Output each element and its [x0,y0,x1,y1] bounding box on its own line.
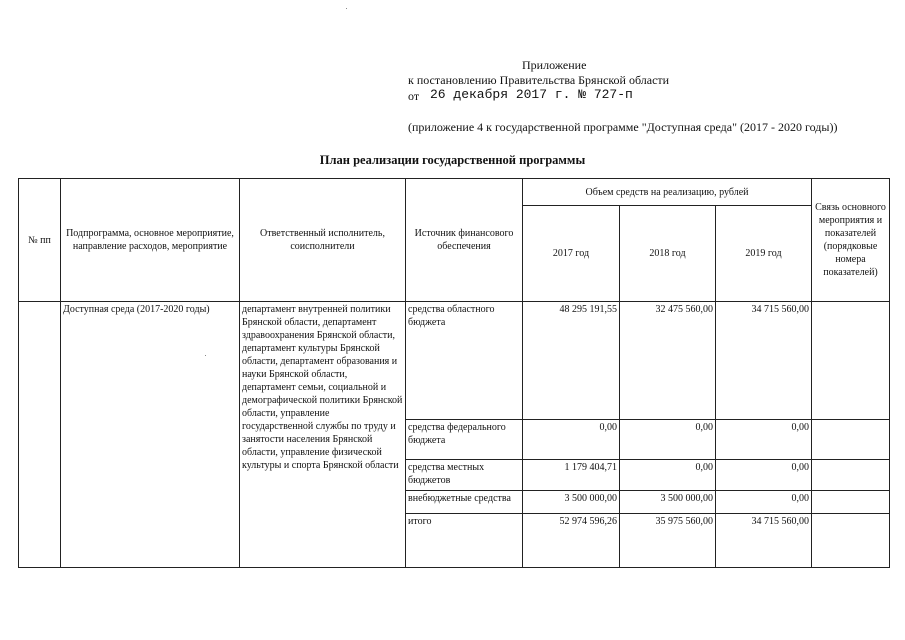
value-2018-cell: 3 500 000,00 [620,491,716,514]
row-num-cell [19,302,61,568]
value-2019-cell: 0,00 [716,460,812,491]
header-program-reference: (приложение 4 к государственной программе "Доступная среда" (2017 - 2020 годы)) [408,120,838,134]
source-cell: внебюджетные средства [406,491,523,514]
header-year-2018: 2018 год [620,206,716,302]
header-executor: Ответственный исполнитель, соисполнители [240,179,406,302]
header-date-number: 26 декабря 2017 г. № 727-п [430,87,633,102]
total-label-cell: итого [406,514,523,568]
header-source: Источник финансового обеспечения [406,179,523,302]
executors-cell: департамент внутренней политики Брянской области, департамент здравоохранения Брянской области, департамент культуры Брянской области, департамент образования и науки Брянской области, департамент семьи, социальной и демографической политики Брянской области, управление государственной службы по труду и занятости населения Брянской области, управление физической культуры и спорта Брянской области [240,302,406,568]
value-2019-cell: 0,00 [716,420,812,460]
value-2017-cell: 3 500 000,00 [523,491,620,514]
header-decree-line: к постановлению Правительства Брянской области [408,73,670,87]
header-date-prefix: от [408,89,420,103]
link-cell [812,491,890,514]
value-2017-cell: 0,00 [523,420,620,460]
source-cell: средства федерального бюджета [406,420,523,460]
link-cell [812,302,890,420]
header-year-2019: 2019 год [716,206,812,302]
value-2019-cell: 0,00 [716,491,812,514]
source-cell: средства областного бюджета [406,302,523,420]
link-cell [812,514,890,568]
scan-speck [205,355,206,356]
value-2018-cell: 0,00 [620,460,716,491]
page-title: План реализации государственной программы [319,153,586,167]
plan-table [18,178,890,568]
header-appendix-label: Приложение [522,58,587,72]
value-2018-cell: 32 475 560,00 [620,302,716,420]
scan-speck [346,8,347,9]
link-cell [812,460,890,491]
header-num: № пп [19,179,61,302]
value-2018-cell: 0,00 [620,420,716,460]
table-row [19,302,890,420]
link-cell [812,420,890,460]
header-year-2017: 2017 год [523,206,620,302]
header-funds: Объем средств на реализацию, рублей [523,179,812,206]
total-2019-cell: 34 715 560,00 [716,514,812,568]
value-2019-cell: 34 715 560,00 [716,302,812,420]
value-2017-cell: 1 179 404,71 [523,460,620,491]
source-cell: средства местных бюджетов [406,460,523,491]
header-program: Подпрограмма, основное мероприятие, направление расходов, мероприятие [61,179,240,302]
program-name-cell: Доступная среда (2017-2020 годы) [61,302,240,568]
total-2018-cell: 35 975 560,00 [620,514,716,568]
total-2017-cell: 52 974 596,26 [523,514,620,568]
header-link: Связь основного мероприятия и показателей (порядковые номера показателей) [812,179,890,302]
value-2017-cell: 48 295 191,55 [523,302,620,420]
